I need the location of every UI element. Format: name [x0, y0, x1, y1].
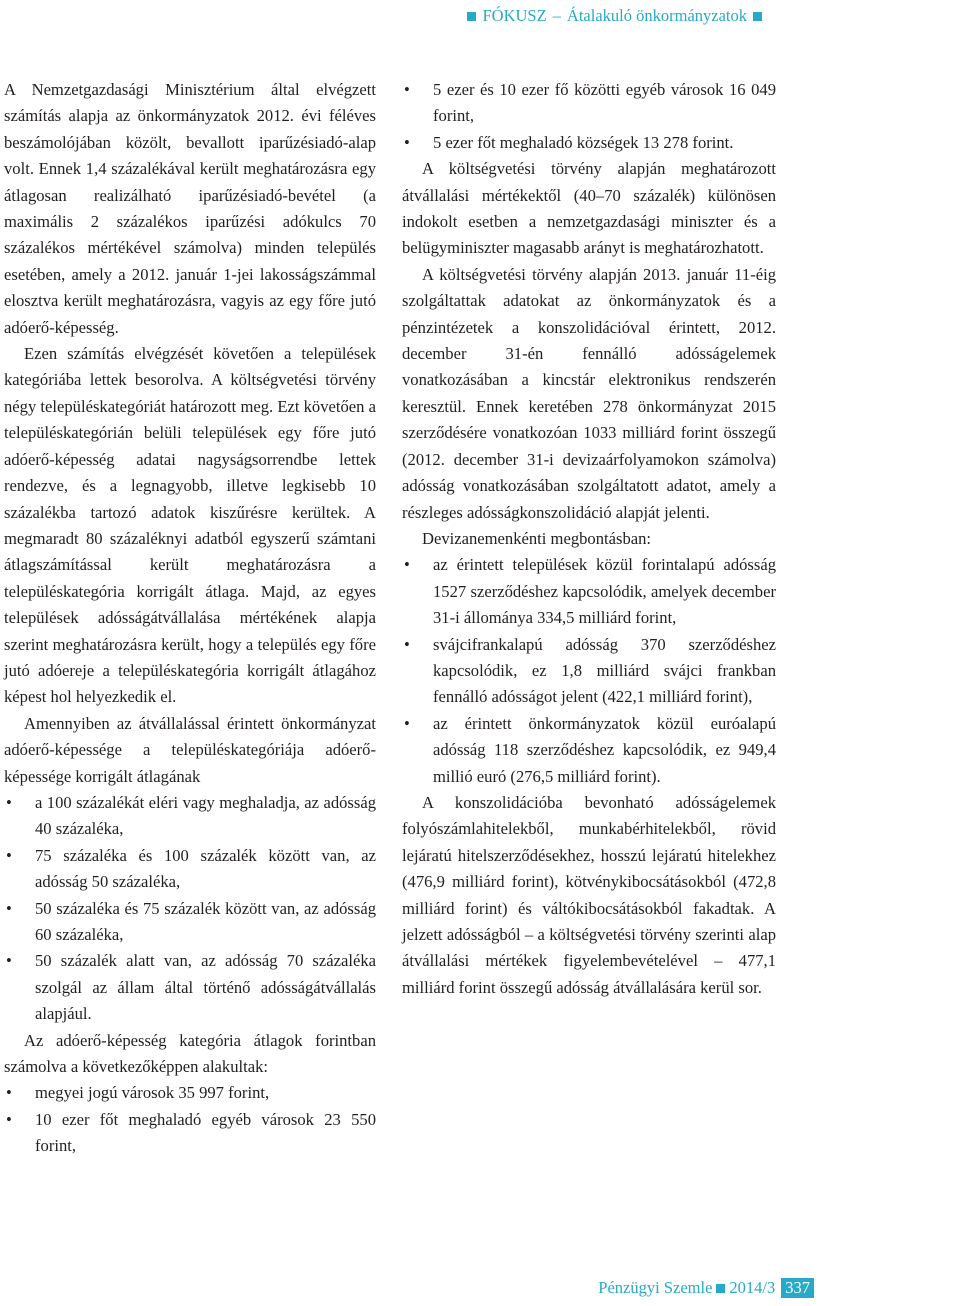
page-number: 337: [781, 1278, 814, 1298]
list-item-text: az érintett települések közül forintalapú adósság 1527 szerződéshez kapcsolódik, amelyek december 31-i állománya 334,5 milliárd forint,: [433, 555, 776, 628]
paragraph: Devizanemenkénti megbontásban:: [422, 528, 652, 548]
bullet-list: [4, 790, 376, 1028]
bullet-icon: •: [6, 898, 12, 918]
square-bullet-icon: [467, 12, 476, 21]
list-item-text: 50 százaléka és 75 százalék között van, az adósság 60 százaléka,: [35, 898, 376, 944]
list-item: [4, 1080, 376, 1106]
header-dash: –: [552, 6, 561, 25]
list-item-text: 75 százaléka és 100 százalék között van, az adósság 50 százaléka,: [35, 845, 376, 892]
list-item-text: az érintett önkormányzatok közül euróalapú adósság 118 szerződéshez kapcsolódik, ez 949,4 millió euró (276,5 milliárd forint).: [433, 713, 776, 786]
list-item-text: a 100 százalékát eléri vagy meghaladja, az adósság 40 százaléka,: [35, 792, 376, 839]
bullet-icon: •: [6, 1083, 12, 1103]
left-column: [4, 77, 376, 1160]
paragraph: Amennyiben az átvállalással érintett önkormányzat adóerő-képessége a településkategóriája adóerő-képessége korrigált átlagának: [4, 713, 376, 786]
paragraph: A költségvetési törvény alapján 2013. január 11-éig szolgáltattak adatokat az önkormányzatok és a pénzintézetek a konszolidációval érintett, 2012. december 31-én fennálló adósságelemek vonatkozásában a kincstár elektronikus rendszerén keresztül. Ennek keretében 278 önkormányzat 2015 szerződésére vonatkozóan 1033 milliárd forint összegű (2012. december 31-i devizaárfolyamokon számolva) adósság vonatkozásában szolgáltatott adatot, amely a részleges adósságkonszolidáció alapját jelenti.: [402, 264, 776, 522]
header-section: FÓKUSZ: [482, 6, 547, 25]
paragraph: Ezen számítás elvégzését követően a települések kategóriába lettek besorolva. A költségvetési törvény négy településkategóriát határozott meg. Ezt követően a településkategórián belüli települések egy főre jutó adóerő-képesség adatai nagyságsorrendbe lettek rendezve, és a legnagyobb, illetve legkisebb 10 százalékba tartozó adatok kiszűrésre kerültek. A megmaradt 80 százaléknyi adatból egyszerű számtani átlagszámítással került meghatározásra a településkategória korrigált átlaga. Majd, az egyes települések adósságátvállalása mértékének alapja szerint meghatározásra került, hogy a település egy főre jutó adóereje a településkategória korrigált átlagához képest hol helyezkedik el.: [4, 344, 376, 707]
bullet-icon: •: [6, 845, 12, 865]
list-item: [4, 896, 376, 949]
list-item: [4, 843, 376, 896]
list-item: [4, 948, 376, 1027]
list-item: [4, 790, 376, 843]
bullet-icon: •: [404, 80, 410, 99]
running-header: [467, 6, 762, 26]
header-title: Átalakuló önkormányzatok: [566, 6, 747, 25]
list-item: [402, 711, 776, 790]
list-item-text: 5 ezer és 10 ezer fő közötti egyéb városok 16 049 forint,: [433, 80, 776, 126]
list-item: [402, 552, 776, 631]
list-item-text: megyei jogú városok 35 997 forint,: [35, 1083, 270, 1103]
list-item-text: 50 százalék alatt van, az adósság 70 százaléka szolgál az állam által történő adósságátvállalás alapjául.: [35, 951, 376, 1024]
journal-name: Pénzügyi Szemle: [598, 1278, 713, 1297]
list-item-text: 10 ezer főt meghaladó egyéb városok 23 550 forint,: [35, 1109, 376, 1156]
list-item: [402, 130, 776, 156]
list-item: [4, 1107, 376, 1160]
bullet-list: [4, 1080, 376, 1159]
bullet-icon: •: [404, 132, 410, 152]
bullet-icon: •: [6, 951, 12, 971]
list-item-text: svájcifrankalapú adósság 370 szerződéshez kapcsolódik, ez 1,8 milliárd svájci frankban fennálló adósságot jelent (422,1 milliárd forint),: [433, 634, 776, 707]
square-bullet-icon: [753, 12, 762, 21]
bullet-icon: •: [6, 792, 12, 812]
list-item: [402, 632, 776, 711]
bullet-icon: •: [404, 555, 410, 575]
right-column: [402, 77, 776, 1001]
paragraph: A konszolidációba bevonható adósságelemek folyószámlahitelekből, munkabérhitelekből, rövid lejáratú hitelszerződésekhez, hosszú lejáratú hitelekhez (476,9 milliárd forint), kötvénykibocsátásokból (472,8 milliárd forint) és váltókibocsátásokból fakadtak. A jelzett adósságból – a költségvetési törvény szerinti alap átvállalási mértékek figyelembevételével – 477,1 milliárd forint összegű adósság átvállalására kerül sor.: [402, 792, 776, 997]
bullet-icon: •: [404, 713, 410, 733]
bullet-list: [402, 77, 776, 156]
bullet-icon: •: [404, 634, 410, 654]
paragraph: Az adóerő-képesség kategória átlagok forintban számolva a következőképpen alakultak:: [4, 1030, 376, 1077]
square-bullet-icon: [716, 1284, 725, 1293]
paragraph: A Nemzetgazdasági Minisztérium által elvégzett számítás alapja az önkormányzatok 2012. évi féléves beszámolójában közölt, bevallott iparűzésiadó-alap volt. Ennek 1,4 százalékával került meghatározásra egy átlagosan realizálható iparűzésiadó-bevétel (a maximális 2 százalékos iparűzési adókulcs 70 százalékos mértékével számolva) minden település esetében, amely a 2012. január 1-jei lakosságszámmal elosztva került meghatározásra, vagyis az egy főre jutó adóerő-képesség.: [4, 80, 376, 337]
running-footer: [598, 1278, 814, 1298]
list-item-text: 5 ezer főt meghaladó községek 13 278 forint.: [433, 132, 734, 152]
paragraph: A költségvetési törvény alapján meghatározott átvállalási mértékektől (40–70 százalék) különösen indokolt esetben a nemzetgazdasági miniszter és a belügyminiszter magasabb arányt is meghatározhatott.: [402, 159, 776, 258]
list-item: [402, 77, 776, 130]
bullet-list: [402, 552, 776, 790]
bullet-icon: •: [6, 1109, 12, 1129]
issue-number: 2014/3: [729, 1278, 776, 1297]
